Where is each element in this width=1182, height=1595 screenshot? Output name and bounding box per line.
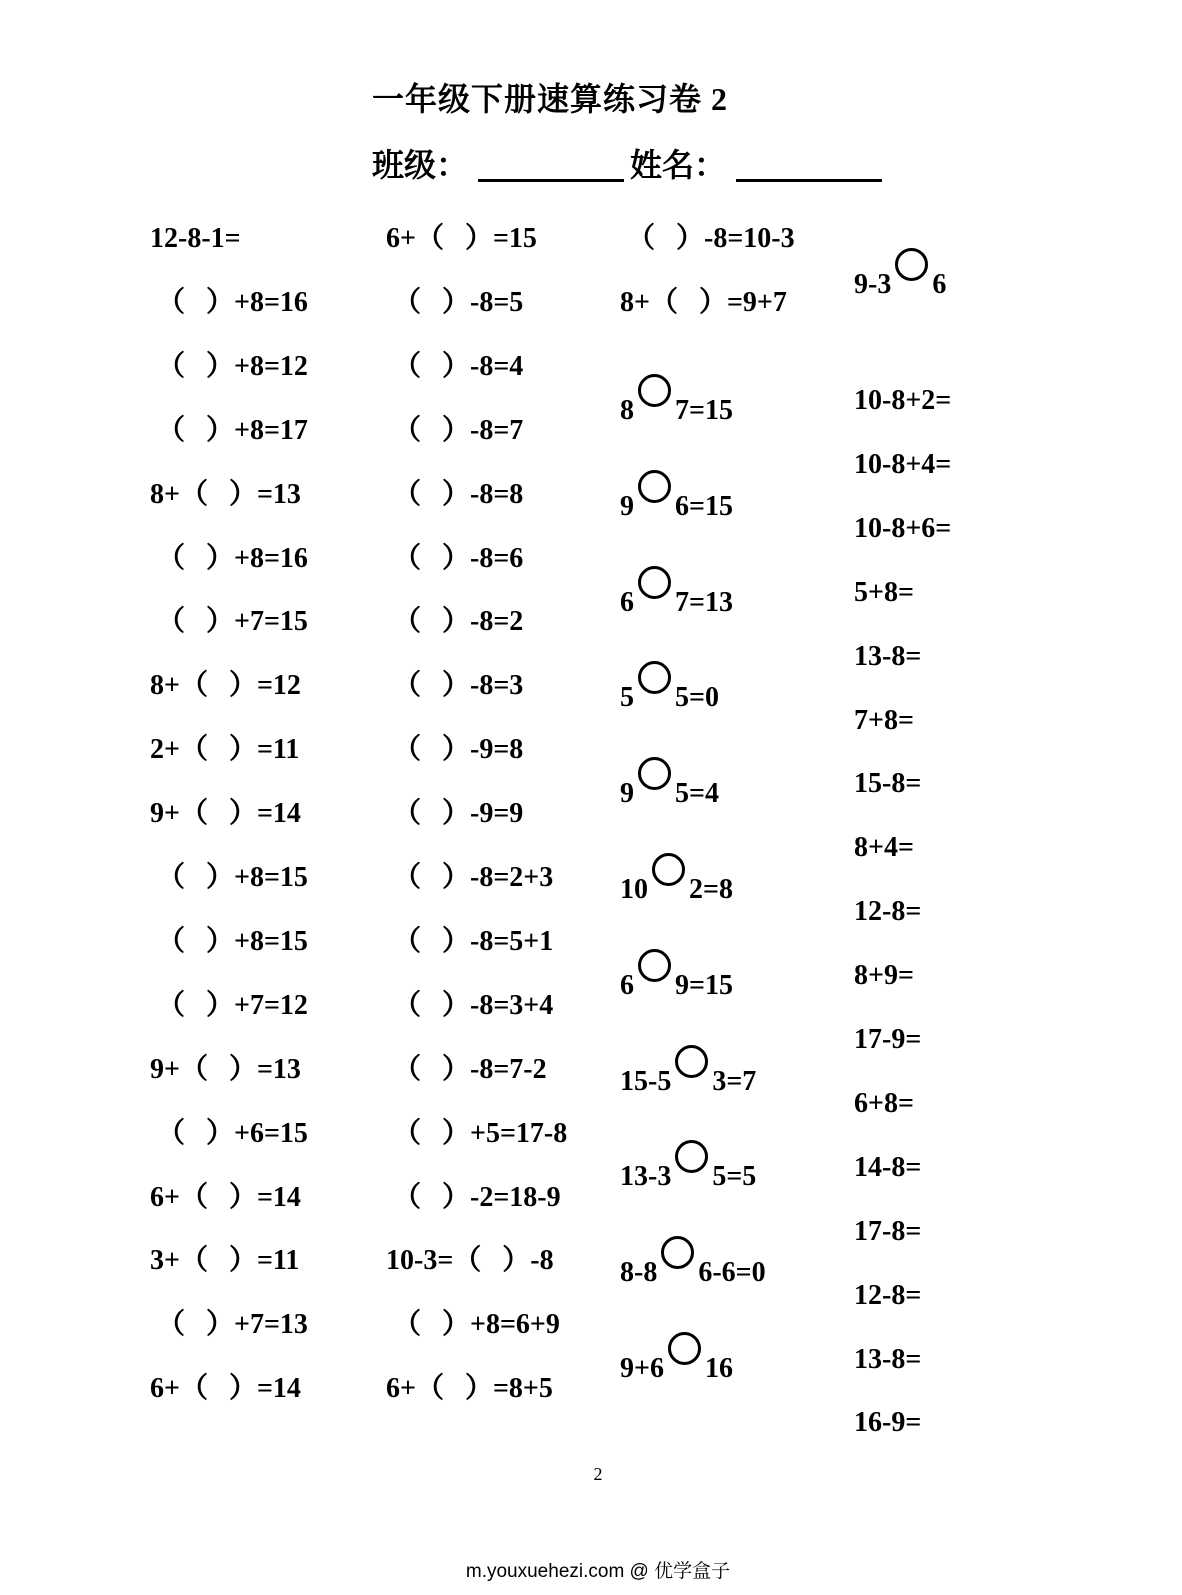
problem: 10-8+6= (854, 512, 952, 544)
problem: （ ）-8=10-3 (620, 223, 795, 254)
problem: 12-8-1= (150, 223, 241, 254)
answer-circle[interactable] (638, 661, 671, 694)
problem: 13-8= (854, 640, 922, 672)
problem: 6+（ ）=8+5 (386, 1373, 553, 1405)
problem: 5+8= (854, 576, 914, 608)
problem: （ ）+8=15 (150, 925, 308, 957)
problem: （ ）-8=3+4 (386, 989, 554, 1021)
compare-problem (854, 248, 947, 300)
problem: 8+（ ）=13 (150, 478, 301, 510)
problem: 12-8= (854, 896, 922, 928)
compare-left: 9 (620, 490, 634, 522)
problem: 10-3=（ ）-8 (386, 1245, 554, 1277)
compare-right: 6 (932, 269, 947, 300)
answer-circle[interactable] (675, 1140, 708, 1173)
class-blank[interactable] (478, 179, 624, 182)
problem: （ ）-8=7-2 (386, 1053, 547, 1085)
compare-left: 9 (620, 778, 634, 810)
answer-circle[interactable] (652, 853, 685, 886)
compare-left: 13-3 (620, 1161, 672, 1193)
problem: （ ）+8=17 (150, 414, 308, 446)
answer-circle[interactable] (638, 470, 671, 503)
compare-left: 8 (620, 395, 634, 426)
problem: （ ）+7=13 (150, 1309, 308, 1341)
problem: （ ）+8=16 (150, 542, 308, 574)
compare-right: 5=0 (675, 682, 719, 714)
problem: （ ）-8=6 (386, 542, 524, 574)
compare-right: 6-6=0 (698, 1257, 766, 1289)
compare-problem (620, 1045, 757, 1097)
problem: （ ）+8=16 (150, 286, 308, 318)
compare-right: 7=13 (675, 586, 733, 618)
problem: （ ）+5=17-8 (386, 1117, 568, 1149)
problem: 14-8= (854, 1151, 922, 1183)
compare-right: 5=5 (712, 1161, 757, 1193)
answer-circle[interactable] (675, 1045, 708, 1078)
problem: 12-8= (854, 1279, 922, 1311)
problem: 10-8+4= (854, 448, 952, 480)
problem: （ ）-8=5+1 (386, 925, 554, 957)
compare-right: 16 (704, 1353, 733, 1384)
problem: （ ）+8=12 (150, 350, 308, 382)
compare-problem (620, 949, 733, 1001)
problem: 9+（ ）=13 (150, 1053, 301, 1085)
problem: （ ）-8=3 (386, 670, 524, 702)
page-number: 2 (593, 1464, 603, 1484)
problem: 9+（ ）=14 (150, 798, 301, 830)
problem: 2+（ ）=11 (150, 734, 300, 766)
compare-problem (620, 1140, 757, 1193)
problem: 16-9= (854, 1407, 922, 1439)
problem: 8+（ ）=12 (150, 670, 301, 702)
student-info (372, 140, 888, 186)
problem: 17-9= (854, 1024, 922, 1055)
problem: （ ）+7=15 (150, 606, 308, 638)
compare-left: 9-3 (854, 269, 892, 300)
problem: （ ）-2=18-9 (386, 1181, 561, 1213)
compare-left: 10 (620, 874, 648, 905)
problem: （ ）-8=4 (386, 350, 524, 382)
answer-circle[interactable] (638, 757, 671, 790)
problem: 6+（ ）=14 (150, 1181, 301, 1213)
problem: 3+（ ）=11 (150, 1245, 300, 1277)
problem: （ ）+7=12 (150, 989, 308, 1021)
compare-left: 5 (620, 682, 634, 714)
compare-problem (620, 1236, 766, 1289)
problem: （ ）-9=9 (386, 798, 524, 830)
name-label: 姓名： (630, 147, 727, 183)
problem: 6+8= (854, 1087, 914, 1119)
compare-left: 6 (620, 586, 634, 618)
class-label: 班级： (372, 147, 469, 183)
compare-problem (620, 853, 733, 905)
compare-problem (620, 661, 719, 714)
problem: 6+（ ）=15 (386, 223, 537, 254)
compare-left: 8-8 (620, 1257, 658, 1289)
problem: 7+8= (854, 704, 914, 736)
problem: （ ）-8=5 (386, 286, 524, 318)
compare-problem (620, 757, 719, 810)
problem: （ ）+8=6+9 (386, 1309, 560, 1341)
compare-problem (620, 566, 733, 618)
answer-circle[interactable] (895, 248, 928, 281)
answer-circle[interactable] (638, 566, 671, 599)
problem: 17-8= (854, 1215, 922, 1247)
problem: （ ）-8=2+3 (386, 862, 554, 893)
compare-right: 3=7 (712, 1065, 757, 1097)
compare-right: 7=15 (675, 395, 733, 426)
problem: 6+（ ）=14 (150, 1373, 301, 1405)
footer-watermark: m.youxuehezi.com @ 优学盒子 (465, 1561, 731, 1582)
problem: （ ）-8=7 (386, 414, 524, 446)
problem: 13-8= (854, 1343, 922, 1375)
compare-problem (620, 374, 733, 426)
problem: 10-8+2= (854, 385, 952, 416)
page-title: 一年级下册速算练习卷 2 (371, 81, 728, 117)
problem: 15-8= (854, 768, 922, 800)
compare-left: 15-5 (620, 1065, 672, 1097)
answer-circle[interactable] (661, 1236, 694, 1269)
problem: 8+4= (854, 832, 914, 864)
compare-right: 9=15 (675, 969, 733, 1001)
compare-right: 2=8 (689, 874, 733, 905)
compare-problem (620, 470, 733, 522)
compare-left: 9+6 (620, 1353, 664, 1384)
problem: （ ）+8=15 (150, 862, 308, 893)
problem: （ ）+6=15 (150, 1117, 308, 1149)
compare-left: 6 (620, 969, 634, 1001)
problem: （ ）-8=8 (386, 478, 524, 510)
compare-right: 5=4 (675, 778, 719, 810)
name-blank[interactable] (736, 179, 882, 182)
answer-circle[interactable] (668, 1332, 701, 1365)
compare-problem (620, 1332, 733, 1384)
compare-right: 6=15 (675, 490, 733, 522)
problem: （ ）-9=8 (386, 734, 524, 766)
problem: 8+9= (854, 960, 914, 992)
problem: 8+（ ）=9+7 (620, 286, 787, 318)
answer-circle[interactable] (638, 374, 671, 407)
answer-circle[interactable] (638, 949, 671, 982)
problem: （ ）-8=2 (386, 606, 524, 638)
